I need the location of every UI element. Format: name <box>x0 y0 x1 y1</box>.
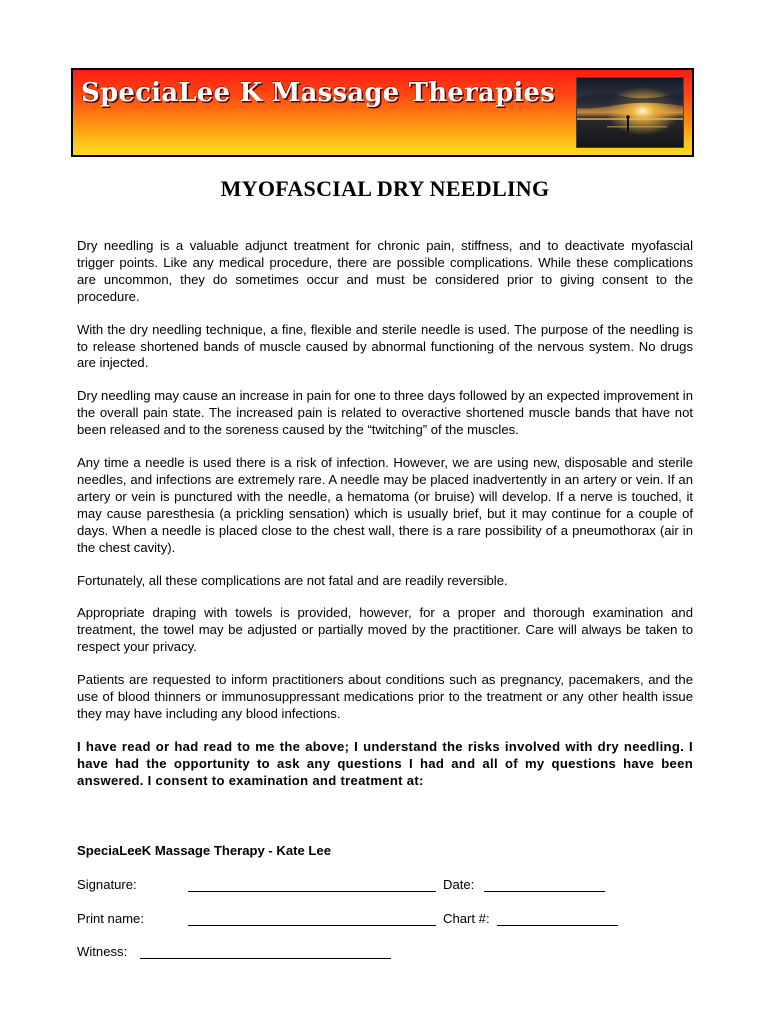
paragraph-infection-risk: Any time a needle is used there is a risk of infection. However, we are using new, disposable and sterile needles, and infections are extremely rare. A needle may be placed inadvertently in an artery or vein. If an artery or vein is punctured with the needle, a hematoma (or bruise) will develop. If a nerve is touched, it may cause paresthesia (a prickling sensation) which is usually brief, but it may continue for a couple of days. When a needle is placed close to the chest wall, there is a rare possibility of a pneumothorax (air in the chest cavity). <box>77 455 693 555</box>
clinic-name: SpeciaLeeK Massage Therapy - Kate Lee <box>77 843 331 858</box>
date-field[interactable] <box>484 891 605 892</box>
document-title: MYOFASCIAL DRY NEEDLING <box>220 176 550 201</box>
paragraph-intro: Dry needling is a valuable adjunct treatment for chronic pain, stiffness, and to deactivate myofascial trigger points. Like any medical procedure, there are possible complications. While these complications are uncommon, they do sometimes occur and must be considered prior to giving consent to the procedure. <box>77 238 693 304</box>
paragraph-reversible: Fortunately, all these complications are not fatal and are readily reversible. <box>77 572 508 588</box>
brand-title: SpeciaLee K Massage Therapies <box>81 78 556 108</box>
document-body <box>77 238 693 806</box>
witness-field[interactable] <box>140 958 391 959</box>
print-name-label: Print name: <box>77 911 144 926</box>
header-banner <box>71 68 694 157</box>
signature-label: Signature: <box>77 877 137 892</box>
paragraph-pain: Dry needling may cause an increase in pain for one to three days followed by an expected improvement in the overall pain state. The increased pain is related to overactive shortened muscle bands that have not been released and to the soreness caused by the “twitching” of the muscles. <box>77 388 693 438</box>
sunset-photo <box>576 77 684 148</box>
witness-label: Witness: <box>77 944 128 959</box>
consent-statement: I have read or had read to me the above; I understand the risks involved with dry needling. I have had the opportunity to ask any questions I had and all of my questions have been answered. I consent to examination and treatment at: <box>77 738 693 788</box>
chart-number-field[interactable] <box>497 925 618 926</box>
paragraph-draping: Appropriate draping with towels is provided, however, for a proper and thorough examination and treatment, the towel may be adjusted or partially moved by the practitioner. Care will always be taken to respect your privacy. <box>77 605 693 655</box>
signature-field[interactable] <box>188 891 436 892</box>
chart-number-label: Chart #: <box>443 911 490 926</box>
paragraph-patient-disclosure: Patients are requested to inform practitioners about conditions such as pregnancy, pacemakers, and the use of blood thinners or immunosuppressant medications prior to the treatment or any other health issue they may have including any blood infections. <box>77 672 693 721</box>
paragraph-technique: With the dry needling technique, a fine, flexible and sterile needle is used. The purpose of the needling is to release shortened bands of muscle caused by abnormal functioning of the nervous system. No drugs are injected. <box>77 321 693 371</box>
print-name-field[interactable] <box>188 925 436 926</box>
date-label: Date: <box>443 877 475 892</box>
